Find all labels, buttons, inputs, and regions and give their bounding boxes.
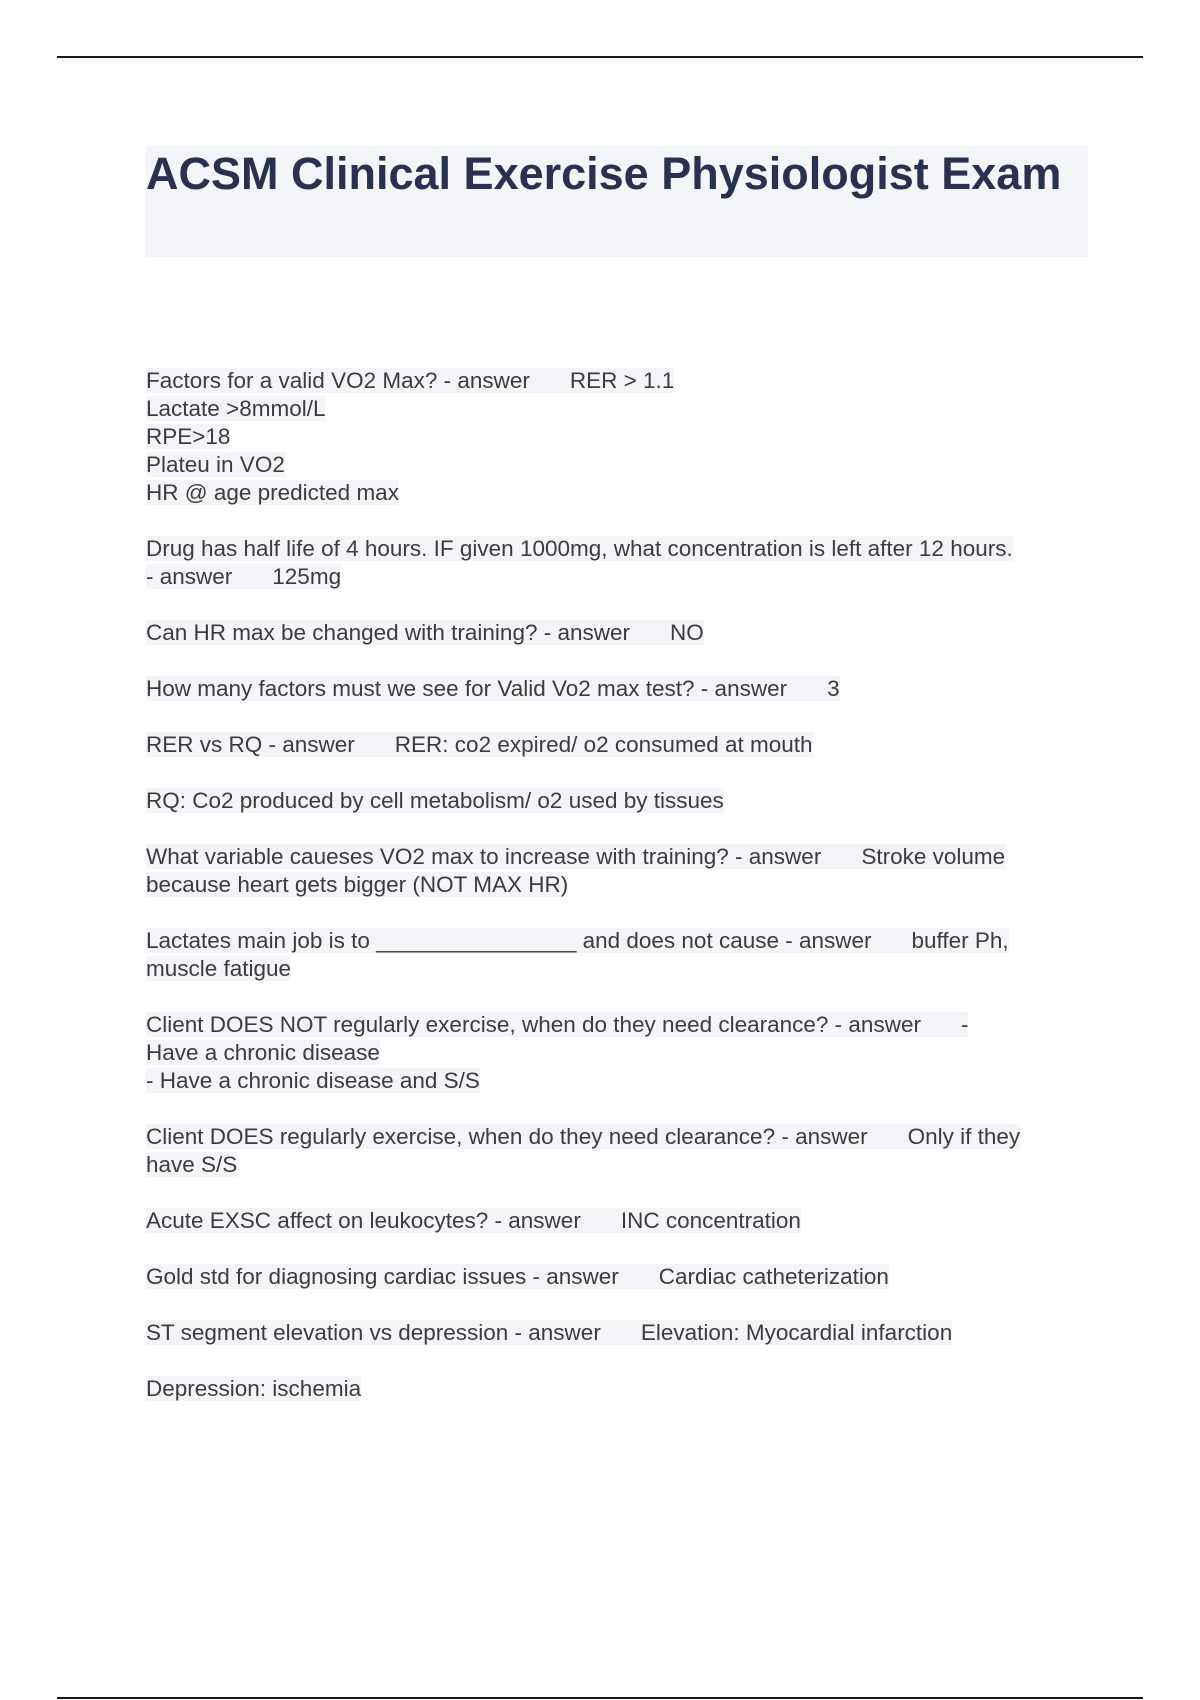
qa-line: [146, 731, 1106, 759]
qa-item: [146, 619, 1106, 647]
answer-text: -: [960, 1012, 969, 1037]
qa-line: [146, 787, 1106, 815]
question-text: Factors for a valid VO2 Max? - answer: [146, 368, 530, 393]
continuation-text: Lactate >8mmol/L: [146, 396, 326, 421]
continuation-text: muscle fatigue: [146, 956, 292, 981]
qa-line: [146, 1151, 1106, 1179]
line-text: [146, 368, 674, 393]
question-text: Client DOES regularly exercise, when do they need clearance? - answer: [146, 1124, 868, 1149]
qa-item: [146, 1207, 1106, 1235]
answer-text: 3: [827, 676, 840, 701]
qa-item: [146, 927, 1106, 983]
qa-item: [146, 843, 1106, 899]
continuation-text: - Have a chronic disease and S/S: [146, 1068, 480, 1093]
qa-line: [146, 927, 1106, 955]
line-text: [146, 788, 724, 813]
question-text: What variable caueses VO2 max to increase with training? - answer: [146, 844, 822, 869]
line-text: [146, 1264, 889, 1289]
line-text: [146, 620, 704, 645]
qa-line: [146, 619, 1106, 647]
line-text: [146, 1376, 361, 1401]
qa-line: [146, 1375, 1106, 1403]
title-block: [146, 146, 1088, 257]
line-text: [146, 1208, 801, 1233]
qa-line: [146, 1123, 1106, 1151]
line-text: [146, 424, 230, 449]
answer-text: 125mg: [272, 564, 342, 589]
qa-item: [146, 1123, 1106, 1179]
answer-text: Cardiac catheterization: [658, 1264, 889, 1289]
line-text: [146, 956, 291, 981]
continuation-text: RQ: Co2 produced by cell metabolism/ o2 used by tissues: [146, 788, 724, 813]
line-text: [146, 1152, 237, 1177]
qa-list: [146, 367, 1106, 1431]
answer-text: buffer Ph,: [911, 928, 1009, 953]
qa-line: [146, 423, 1106, 451]
qa-line: [146, 563, 1106, 591]
line-text: [146, 480, 399, 505]
question-text: Gold std for diagnosing cardiac issues - answer: [146, 1264, 619, 1289]
qa-item: [146, 535, 1106, 591]
line-text: [146, 1068, 480, 1093]
document-title: ACSM Clinical Exercise Physiologist Exam: [146, 148, 1062, 199]
line-text: [146, 676, 840, 701]
question-text: - answer: [146, 564, 233, 589]
qa-item: [146, 675, 1106, 703]
question-text: Client DOES NOT regularly exercise, when do they need clearance? - answer: [146, 1012, 921, 1037]
line-text: [146, 1320, 952, 1345]
answer-text: Only if they: [907, 1124, 1021, 1149]
continuation-text: Depression: ischemia: [146, 1376, 362, 1401]
qa-item: [146, 367, 1106, 507]
qa-line: [146, 479, 1106, 507]
line-text: [146, 452, 285, 477]
continuation-text: HR @ age predicted max: [146, 480, 399, 505]
qa-line: [146, 843, 1106, 871]
qa-line: [146, 535, 1106, 563]
qa-item: [146, 1263, 1106, 1291]
qa-item: [146, 1319, 1106, 1347]
line-text: [146, 732, 813, 757]
qa-item: [146, 787, 1106, 815]
qa-line: [146, 367, 1106, 395]
line-text: [146, 396, 325, 421]
line-text: [146, 1124, 1020, 1149]
question-text: Can HR max be changed with training? - answer: [146, 620, 630, 645]
line-text: [146, 928, 1009, 953]
qa-line: [146, 395, 1106, 423]
qa-line: [146, 955, 1106, 983]
qa-line: [146, 675, 1106, 703]
answer-text: RER > 1.1: [569, 368, 675, 393]
answer-text: Stroke volume: [861, 844, 1006, 869]
question-text: Lactates main job is to ________________ and does not cause - answer: [146, 928, 872, 953]
qa-item: [146, 1011, 1106, 1095]
continuation-text: have S/S: [146, 1152, 238, 1177]
qa-line: [146, 1039, 1106, 1067]
bottom-rule: [57, 1697, 1143, 1699]
qa-item: [146, 1375, 1106, 1403]
line-text: [146, 844, 1005, 869]
continuation-text: Plateu in VO2: [146, 452, 285, 477]
line-text: [146, 564, 341, 589]
answer-text: INC concentration: [620, 1208, 801, 1233]
continuation-text: RPE>18: [146, 424, 231, 449]
line-text: [146, 1040, 380, 1065]
qa-line: [146, 1067, 1106, 1095]
qa-line: [146, 1011, 1106, 1039]
question-text: RER vs RQ - answer: [146, 732, 355, 757]
answer-text: Elevation: Myocardial infarction: [640, 1320, 953, 1345]
question-text: ST segment elevation vs depression - answer: [146, 1320, 601, 1345]
answer-text: RER: co2 expired/ o2 consumed at mouth: [394, 732, 813, 757]
qa-line: [146, 871, 1106, 899]
qa-line: [146, 1319, 1106, 1347]
qa-item: [146, 731, 1106, 759]
line-text: [146, 872, 568, 897]
question-text: Acute EXSC affect on leukocytes? - answer: [146, 1208, 581, 1233]
question-text: How many factors must we see for Valid Vo2 max test? - answer: [146, 676, 788, 701]
line-text: [146, 536, 1013, 561]
qa-line: [146, 1263, 1106, 1291]
qa-line: [146, 1207, 1106, 1235]
continuation-text: Drug has half life of 4 hours. IF given 1000mg, what concentration is left after 12 hours.: [146, 536, 1013, 561]
continuation-text: Have a chronic disease: [146, 1040, 380, 1065]
qa-line: [146, 451, 1106, 479]
line-text: [146, 1012, 968, 1037]
continuation-text: because heart gets bigger (NOT MAX HR): [146, 872, 569, 897]
top-rule: [57, 56, 1143, 58]
answer-text: NO: [670, 620, 704, 645]
